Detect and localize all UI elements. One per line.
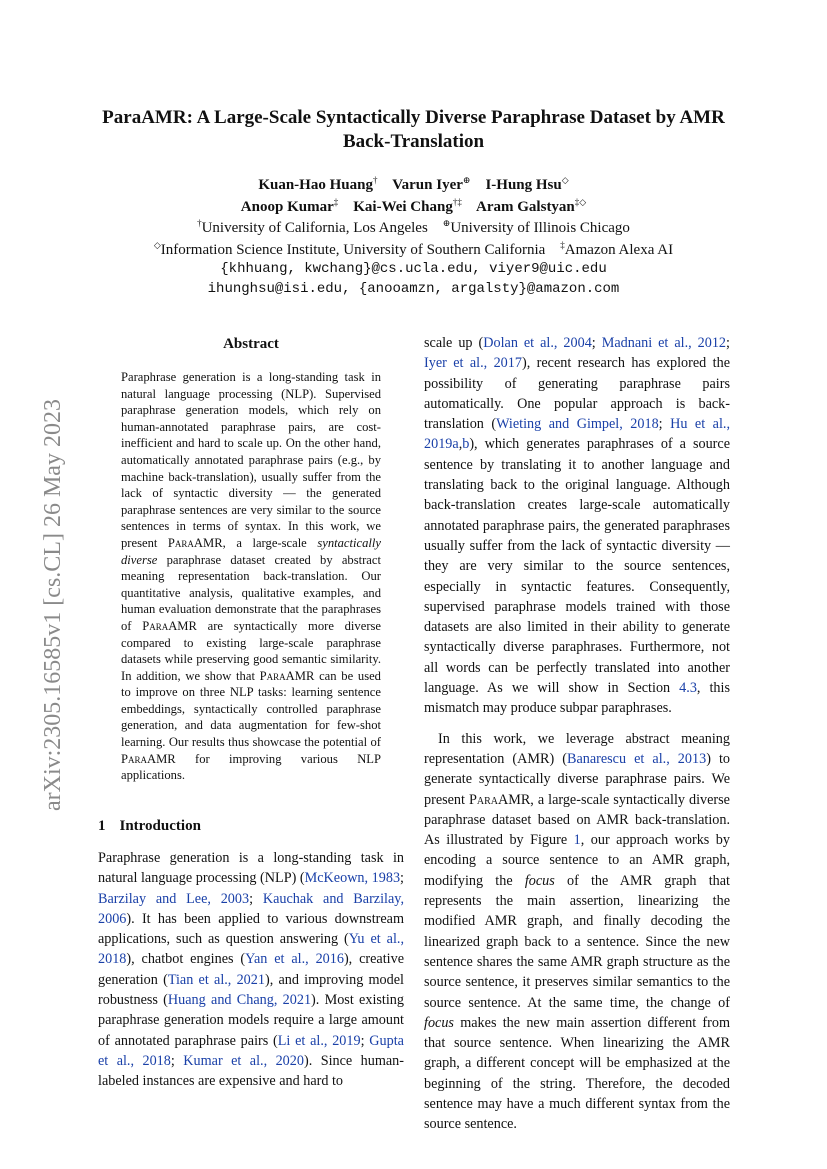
author-line-2 — [100, 196, 727, 218]
affiliation-name: University of California, Los Angeles — [201, 220, 428, 236]
body-text: Paraphrase generation is a long-standing task in natural language processing (NLP). Supervised paraphrase generation models, which rely on human-annotated paraphrase pairs, are cost-inefficient and hard to scale up. On the other hand, automatically annotated paraphrase pairs (e.g., by machine back-translation), usually suffer from the lack of syntactic diversity — the generated paraphrase sentences are very similar to the source sentences in terms of syntax. In this work, we present — [121, 370, 381, 550]
citation-link[interactable]: Yan et al., 2016 — [245, 951, 344, 968]
citation-link[interactable]: Iyer et al., 2017 — [424, 355, 522, 372]
citation-link[interactable]: Banarescu et al., 2013 — [566, 750, 707, 767]
body-text: ). Since human-labeled instances are expensive and hard to — [98, 1052, 405, 1090]
body-text: ) to generate syntactically diverse paraphrase pairs. We present — [424, 750, 731, 808]
abstract-heading: Abstract — [223, 336, 279, 352]
body-text: makes the new main assertion different from that source sentence. When linearizing the AMR graph, a different concept will be emphasized at the beginning of the string. Therefore, the decoded sentence may have a much different syntax from the source sentence. — [424, 1014, 730, 1133]
author-name: Kai-Wei Chang — [353, 199, 453, 215]
citation-link[interactable]: Huang and Chang, 2021 — [167, 992, 312, 1009]
dataset-name: ParaAMR — [142, 618, 197, 633]
citation-link[interactable]: Kauchak and Barzilay, 2006 — [98, 890, 404, 927]
dataset-name: ParaAMR — [167, 535, 223, 550]
affiliation-mark: ◇ — [153, 240, 161, 250]
body-text: are syntactically more diverse compared to existing large-scale paraphrase datasets while preserving good semantic similarity. In addition, we show that — [121, 618, 381, 683]
body-text: Paraphrase generation is a long-standing task in natural language processing (NLP) ( — [98, 850, 404, 887]
paper-title: ParaAMR: A Large-Scale Syntactically Diverse Paraphrase Dataset by AMR Back-Translation — [102, 107, 725, 152]
author-name: Anoop Kumar — [240, 199, 334, 215]
body-text: ), recent research has explored the possibility of generating paraphrase pairs automatically. One popular approach is back-translation ( — [424, 355, 730, 433]
citation-link[interactable]: Li et al., 2019 — [277, 1032, 361, 1049]
citation-link[interactable]: Hu et al., 2019a — [424, 416, 730, 453]
introduction-paragraph-1 — [98, 848, 404, 1092]
body-text: ; — [360, 1032, 370, 1049]
body-text: , a large-scale syntactically diverse paraphrase dataset based on AMR back-translation. As illustrated by Figure — [424, 791, 730, 849]
dataset-name: ParaAMR — [259, 668, 315, 683]
body-text: ), and improving model robustness ( — [98, 971, 404, 1009]
author-line-1 — [100, 174, 727, 196]
citation-link[interactable]: Kumar et al., 2020 — [183, 1052, 304, 1069]
author-emails — [100, 259, 727, 299]
affiliation-mark: † — [197, 218, 202, 228]
arxiv-sidebar — [40, 355, 66, 855]
author-mark: ◇ — [561, 175, 569, 185]
citation-link[interactable]: Barzilay and Lee, 2003 — [98, 890, 250, 907]
body-text: scale up ( — [424, 335, 484, 351]
arxiv-identifier: arXiv:2305.16585v1 [cs.CL] 26 May 2023 — [40, 399, 66, 811]
introduction-paragraph-continued — [424, 333, 730, 719]
section-number: 1 — [98, 818, 106, 834]
abstract-text — [121, 369, 381, 784]
citation-link[interactable]: Tian et al., 2021 — [167, 971, 265, 988]
author-mark: ‡ — [333, 197, 339, 207]
citation-link[interactable]: McKeown, 1983 — [304, 870, 401, 887]
author-mark: † — [372, 175, 378, 185]
email-line: {khhuang, kwchang}@cs.ucla.edu, viyer9@uic.edu — [220, 261, 607, 277]
body-text: ). Most existing paraphrase generation models require a large amount of annotated paraphrase pairs ( — [98, 992, 404, 1049]
body-text: ; — [249, 890, 263, 907]
citation-link[interactable]: 1 — [573, 832, 581, 849]
citation-link[interactable]: Dolan et al., 2004 — [483, 335, 592, 351]
body-text: paraphrase dataset created by abstract meaning representation back-translation. Our quantitative analysis, qualitative examples, and human evaluation demonstrate that the paraphrases of — [121, 552, 381, 633]
body-text: for improving various NLP applications. — [121, 751, 381, 783]
emphasis-text: focus — [524, 872, 555, 889]
affiliation-mark: ⊕ — [442, 218, 451, 228]
body-text: , — [458, 436, 463, 453]
introduction-paragraph-2 — [424, 729, 730, 1135]
citation-link[interactable]: b — [462, 436, 470, 453]
body-text: ), creative generation ( — [98, 951, 404, 988]
body-text: ; — [658, 416, 671, 433]
author-mark: †‡ — [452, 197, 462, 207]
affiliations — [60, 217, 767, 261]
citation-link[interactable]: Madnani et al., 2012 — [601, 335, 727, 351]
author-mark: ⊕ — [462, 175, 471, 185]
body-text: of the AMR graph that represents the main assertion, linearizing the modified AMR graph, and finally decoding the linearized graph back to a sentence. Since the new sentence shares the same AMR graph structure as the source sentence, it preserves similar semantics to the source sentence. At the same time, the change of — [424, 872, 730, 1011]
author-name: Varun Iyer — [392, 177, 463, 193]
citation-link[interactable]: Gupta et al., 2018 — [98, 1032, 404, 1069]
affiliation-line-1 — [60, 217, 767, 239]
affiliation-name: University of Illinois Chicago — [450, 220, 630, 236]
body-text: In this work, we leverage abstract meaning representation (AMR) ( — [424, 730, 730, 767]
citation-link[interactable]: Yu et al., 2018 — [98, 931, 404, 968]
dataset-name: ParaAMR — [121, 751, 176, 766]
right-column — [424, 333, 730, 1135]
author-mark: ‡◇ — [574, 197, 587, 207]
body-text: ), chatbot engines ( — [126, 951, 246, 968]
affiliation-name: Amazon Alexa AI — [564, 242, 674, 258]
body-text: ; — [591, 335, 602, 351]
email-line: ihunghsu@isi.edu, {anooamzn, argalsty}@amazon.com — [207, 281, 620, 297]
section-title: Introduction — [119, 818, 201, 834]
body-text: ), which generates paraphrases of a source sentence by translating it to another language and translating back to the original language. Although back-translation creates large-scale automatically annotated paraphrase pairs, the generated paraphrases usually suffer from the lack of syntactic diversity — they are very similar to the source sentences, especially in syntactic features. Consequently, supervised paraphrase models trained with those datasets are also limited in their ability to generate syntactically diverse paraphrases. Furthermore, not all words can be perfectly translated into another language. As we will show in Section — [424, 436, 730, 697]
body-text: , a large-scale — [222, 535, 318, 550]
body-text: , our approach works by encoding a source sentence to an AMR graph, modifying the — [424, 832, 730, 889]
body-text: ; — [400, 870, 404, 887]
section-heading-introduction — [98, 818, 201, 835]
author-name: Kuan-Hao Huang — [258, 177, 373, 193]
author-list — [100, 174, 727, 218]
body-text: ; — [726, 335, 730, 351]
citation-link[interactable]: 4.3 — [679, 680, 697, 697]
body-text: , this mismatch may produce subpar paraphrases. — [424, 680, 730, 717]
citation-link[interactable]: Wieting and Gimpel, 2018 — [496, 416, 659, 433]
affiliation-name: Information Science Institute, University of Southern California — [160, 242, 546, 258]
affiliation-mark: ‡ — [560, 240, 565, 250]
dataset-name: ParaAMR — [468, 791, 531, 808]
emphasis-text: syntactically diverse — [121, 535, 381, 567]
body-text: ; — [170, 1052, 184, 1069]
emphasis-text: focus — [424, 1014, 454, 1031]
body-text: can be used to improve on three NLP tasks: learning sentence embeddings, syntactically controlled paraphrase generation, and data augmentation for few-shot learning. Our results thus showcase the potential of — [121, 668, 381, 750]
author-name: Aram Galstyan — [476, 199, 575, 215]
body-text: ). It has been applied to various downstream applications, such as question answering ( — [98, 910, 404, 948]
author-name: I-Hung Hsu — [485, 177, 562, 193]
affiliation-line-2 — [60, 239, 767, 261]
